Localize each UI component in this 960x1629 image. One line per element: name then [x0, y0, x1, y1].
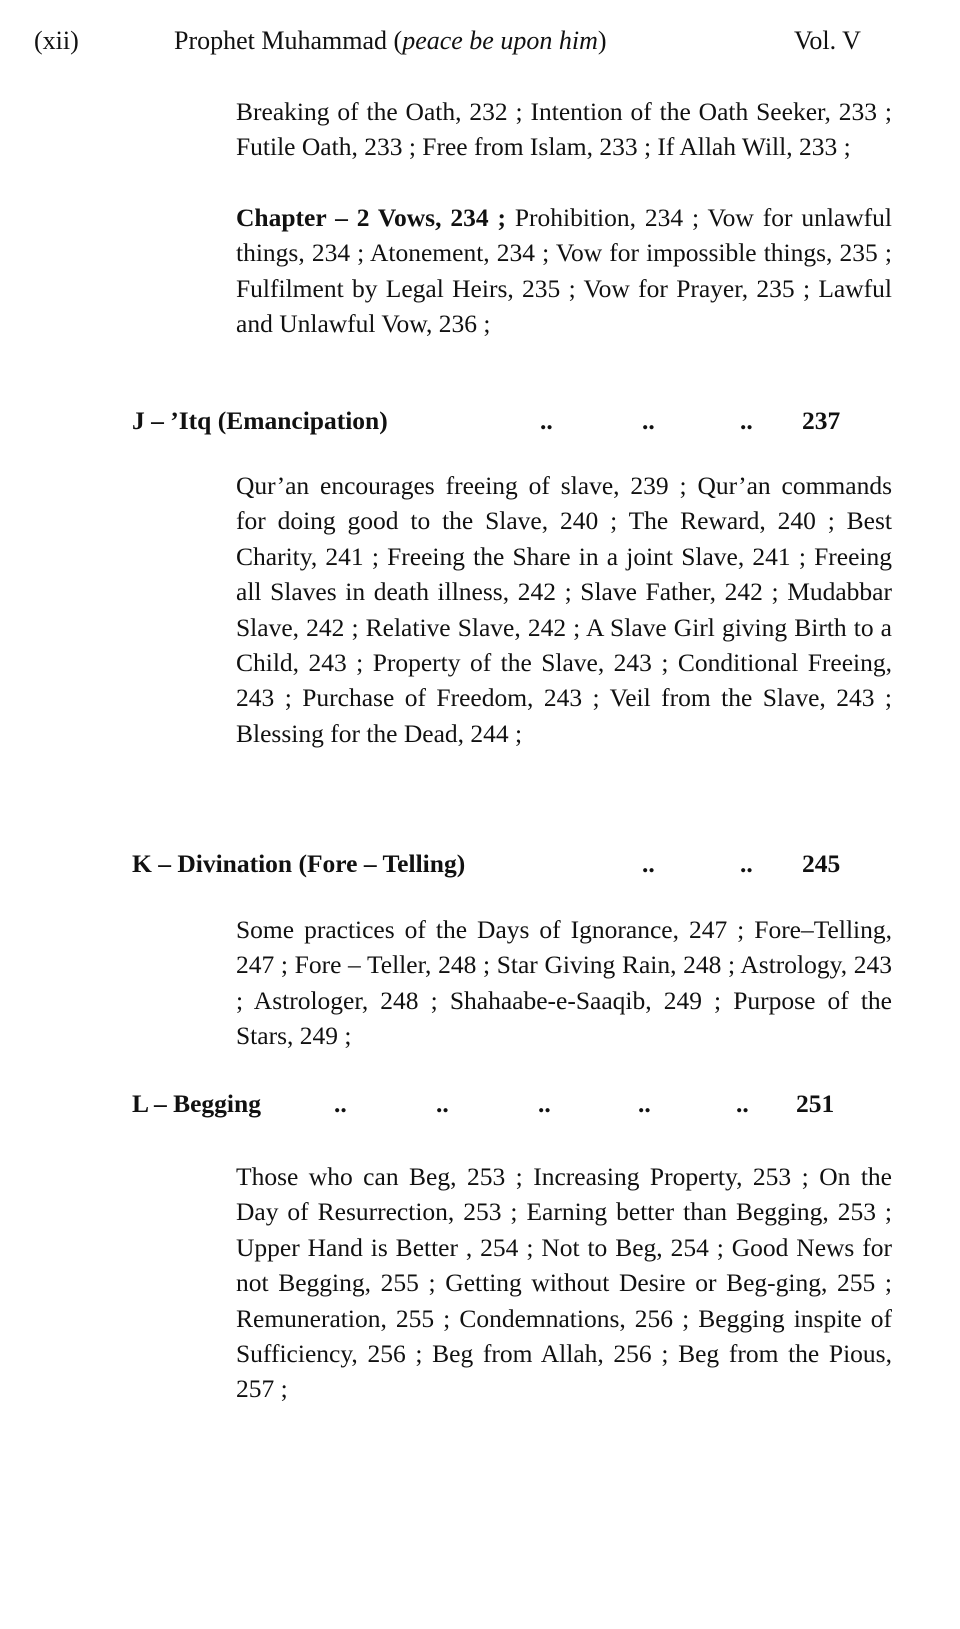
section-heading-begging	[132, 1089, 892, 1125]
emancipation-entries: Qur’an encourages freeing of slave, 239 ; Qur’an commands for doing good to the Slave, 240 ; The Reward, 240 ; Best Charity, 241 ; Freeing the Share in a joint Slave, 241 ; Freeing all Slaves in death illness, 242 ; Slave Father, 242 ; Mudabbar Slave, 242 ; Relative Slave, 242 ; A Slave Girl giving Birth to a Child, 243 ; Property of the Slave, 243 ; Conditional Freeing, 243 ; Purchase of Freedom, 243 ; Veil from the Slave, 243 ; Blessing for the Dead, 244 ;	[236, 471, 892, 748]
section-page-number: 245	[802, 849, 841, 878]
leader-dots: ..	[642, 406, 655, 435]
begging-entries: Those who can Beg, 253 ; Increasing Property, 253 ; On the Day of Resurrection, 253 ; Earning better than Begging, 253 ; Upper Hand is Better , 254 ; Not to Beg, 254 ; Good News for not Begging, 255 ; Getting without Desire or Beg-ging, 255 ; Remuneration, 255 ; Condemnations, 256 ; Begging inspite of Sufficiency, 256 ; Beg from Allah, 256 ; Beg from the Pious, 257 ;	[236, 1162, 892, 1404]
leader-dots: ..	[538, 1089, 551, 1118]
page-number: (xii)	[34, 26, 79, 55]
leader-dots: ..	[736, 1089, 749, 1118]
section-page-number: 251	[796, 1089, 835, 1118]
divination-entries: Some practices of the Days of Ignorance, 247 ; Fore–Telling, 247 ; Fore – Teller, 248 ; Star Giving Rain, 248 ; Astrology, 243 ; Astrologer, 248 ; Shahaabe-e-Saaqib, 249 ; Purpose of the Stars, 249 ;	[236, 915, 892, 1051]
leader-dots: ..	[334, 1089, 347, 1118]
page-header	[34, 26, 880, 70]
leader-dots: ..	[540, 406, 553, 435]
leader-dots: ..	[642, 849, 655, 878]
leader-dots: ..	[740, 849, 753, 878]
leader-dots: ..	[740, 406, 753, 435]
leader-dots: ..	[638, 1089, 651, 1118]
section-page-number: 237	[802, 406, 841, 435]
volume-label: Vol. V	[794, 26, 861, 55]
vows-chapter-entries: Chapter – 2 Vows, 234 ; Prohibition, 234 ; Vow for unlawful things, 234 ; Atonement, 234 ; Vow for impossible things, 235 ; Fulfilment by Legal Heirs, 235 ; Vow for Prayer, 235 ; Lawful and Unlawful Vow, 236 ;	[236, 203, 892, 339]
leader-dots: ..	[436, 1089, 449, 1118]
section-title: K – Divination (Fore – Telling)	[132, 849, 466, 878]
section-heading-emancipation	[132, 406, 892, 442]
oath-continued-entries: Breaking of the Oath, 232 ; Intention of the Oath Seeker, 233 ; Futile Oath, 233 ; Free from Islam, 233 ; If Allah Will, 233 ;	[236, 97, 892, 162]
vows-chapter-label: Chapter – 2 Vows, 234 ;	[236, 203, 506, 232]
section-title: L – Begging	[132, 1089, 261, 1118]
book-title-italic: peace be upon him	[402, 26, 598, 55]
book-title: Prophet Muhammad (peace be upon him)	[174, 26, 607, 55]
section-title: J – ’Itq (Emancipation)	[132, 406, 388, 435]
section-heading-divination	[132, 849, 892, 885]
